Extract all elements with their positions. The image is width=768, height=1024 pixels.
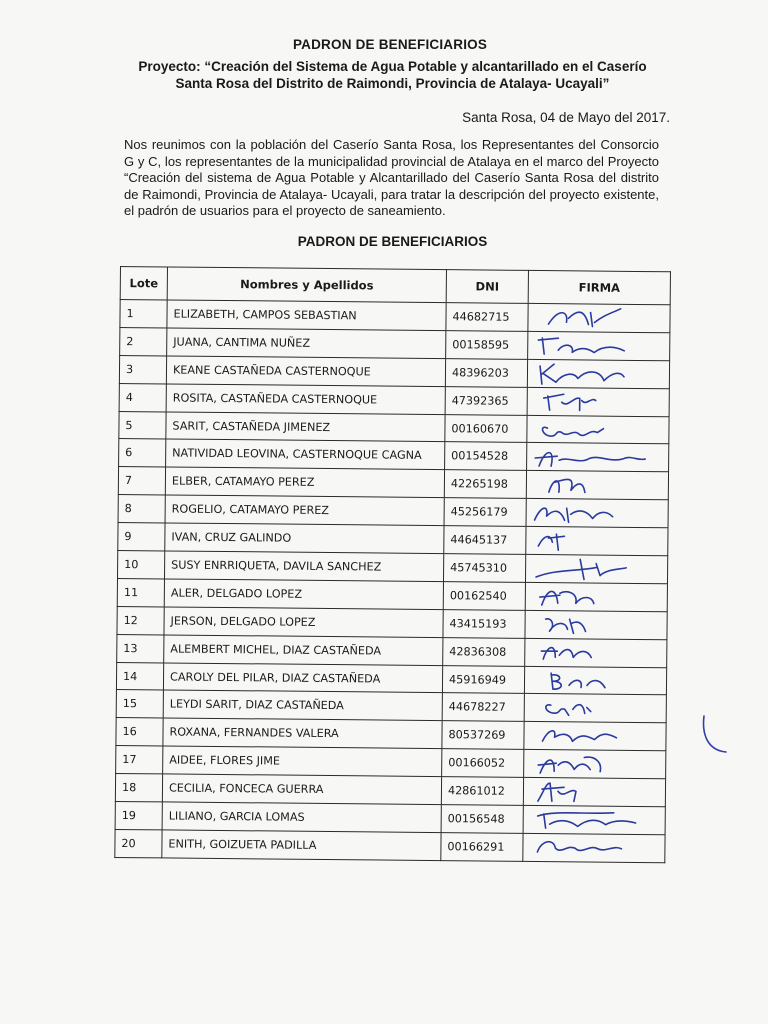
dni-cell: 43415193 bbox=[443, 609, 525, 638]
dni-cell: 44678227 bbox=[442, 693, 524, 722]
signature-cell bbox=[524, 694, 666, 723]
dni-cell: 42861012 bbox=[441, 777, 523, 806]
signature-cell bbox=[527, 387, 669, 416]
lote-cell: 15 bbox=[116, 690, 163, 718]
handwritten-signature bbox=[527, 472, 668, 499]
handwritten-signature bbox=[525, 611, 666, 638]
lote-cell: 17 bbox=[116, 746, 163, 774]
handwritten-signature bbox=[526, 583, 667, 610]
dni-cell: 42265198 bbox=[444, 470, 526, 499]
dni-cell: 00162540 bbox=[443, 582, 525, 611]
lote-cell: 3 bbox=[119, 355, 166, 383]
name-cell: ELIZABETH, CAMPOS SEBASTIAN bbox=[167, 300, 446, 331]
table-row bbox=[115, 829, 665, 862]
stray-pen-mark bbox=[700, 712, 730, 762]
handwritten-signature bbox=[526, 527, 667, 554]
name-cell: LEYDI SARIT, DIAZ CASTAÑEDA bbox=[163, 690, 442, 721]
signature-cell bbox=[524, 666, 666, 695]
lote-cell: 20 bbox=[115, 829, 162, 857]
signature-cell bbox=[527, 359, 669, 388]
signature-cell bbox=[527, 415, 669, 444]
signature-cell bbox=[523, 805, 665, 834]
dni-cell: 00158595 bbox=[446, 331, 528, 360]
name-cell: AIDEE, FLORES JIME bbox=[163, 746, 442, 777]
date-line: Santa Rosa, 04 de Mayo del 2017. bbox=[462, 110, 670, 125]
name-cell: CECILIA, FONCECA GUERRA bbox=[162, 774, 441, 805]
dni-cell: 00160670 bbox=[445, 414, 527, 443]
name-cell: JUANA, CANTIMA NUÑEZ bbox=[167, 328, 446, 359]
handwritten-signature bbox=[527, 444, 668, 471]
lote-cell: 13 bbox=[117, 634, 164, 662]
dni-cell: 80537269 bbox=[442, 721, 524, 750]
signature-cell bbox=[525, 554, 667, 583]
table-header-row bbox=[120, 267, 670, 305]
signature-cell bbox=[526, 499, 668, 528]
project-line-2: Santa Rosa del Distrito de Raimondi, Provincia de Atalaya- Ucayali” bbox=[175, 76, 610, 91]
lote-cell: 4 bbox=[119, 383, 166, 411]
signature-cell bbox=[523, 833, 665, 862]
lote-cell: 7 bbox=[118, 467, 165, 495]
handwritten-signature bbox=[528, 304, 669, 331]
signature-cell bbox=[525, 582, 667, 611]
handwritten-signature bbox=[524, 778, 665, 805]
name-cell: LILIANO, GARCIA LOMAS bbox=[162, 802, 441, 833]
name-cell: ROXANA, FERNANDES VALERA bbox=[163, 718, 442, 749]
header-lote: Lote bbox=[120, 267, 167, 300]
dni-cell: 00166052 bbox=[442, 749, 524, 778]
lote-cell: 6 bbox=[119, 439, 166, 467]
handwritten-signature bbox=[526, 555, 667, 582]
dni-cell: 44645137 bbox=[444, 526, 526, 555]
signature-cell bbox=[527, 443, 669, 472]
name-cell: ENITH, GOIZUETA PADILLA bbox=[162, 830, 441, 861]
handwritten-signature bbox=[525, 639, 666, 666]
dni-cell: 42836308 bbox=[443, 637, 525, 666]
lote-cell: 8 bbox=[118, 495, 165, 523]
handwritten-signature bbox=[524, 751, 665, 778]
handwritten-signature bbox=[525, 695, 666, 722]
dni-cell: 48396203 bbox=[445, 358, 527, 387]
name-cell: IVAN, CRUZ GALINDO bbox=[165, 523, 444, 554]
table-title: PADRON DE BENEFICIARIOS bbox=[297, 234, 488, 249]
handwritten-signature bbox=[527, 416, 668, 443]
name-cell: ROGELIO, CATAMAYO PEREZ bbox=[165, 495, 444, 526]
lote-cell: 18 bbox=[115, 774, 162, 802]
lote-cell: 10 bbox=[118, 551, 165, 579]
name-cell: ALER, DELGADO LOPEZ bbox=[164, 579, 443, 610]
handwritten-signature bbox=[528, 332, 669, 359]
header-dni: DNI bbox=[446, 270, 528, 304]
signature-cell bbox=[523, 778, 665, 807]
lote-cell: 1 bbox=[120, 300, 167, 328]
dni-cell: 44682715 bbox=[446, 303, 528, 332]
signature-cell bbox=[526, 471, 668, 500]
lote-cell: 11 bbox=[117, 578, 164, 606]
project-line-1: Proyecto: “Creación del Sistema de Agua Potable y alcantarillado en el Caserío bbox=[138, 59, 647, 74]
handwritten-signature bbox=[527, 500, 668, 527]
name-cell: JERSON, DELGADO LOPEZ bbox=[164, 607, 443, 638]
name-cell: KEANE CASTAÑEDA CASTERNOQUE bbox=[166, 356, 445, 387]
name-cell: SARIT, CASTAÑEDA JIMENEZ bbox=[166, 412, 445, 443]
dni-cell: 45745310 bbox=[443, 554, 525, 583]
lote-cell: 14 bbox=[116, 662, 163, 690]
handwritten-signature bbox=[524, 723, 665, 750]
name-cell: ALEMBERT MICHEL, DIAZ CASTAÑEDA bbox=[164, 635, 443, 666]
dni-cell: 45256179 bbox=[444, 498, 526, 527]
signature-cell bbox=[525, 610, 667, 639]
signature-cell bbox=[528, 303, 670, 332]
dni-cell: 00154528 bbox=[445, 442, 527, 471]
dni-cell: 00156548 bbox=[441, 805, 523, 834]
dni-cell: 00166291 bbox=[441, 833, 523, 862]
project-heading bbox=[120, 58, 665, 92]
header-nombres: Nombres y Apellidos bbox=[167, 267, 446, 303]
header-firma: FIRMA bbox=[528, 270, 670, 304]
lote-cell: 5 bbox=[119, 411, 166, 439]
name-cell: ELBER, CATAMAYO PEREZ bbox=[165, 467, 444, 498]
handwritten-signature bbox=[523, 834, 664, 861]
signature-cell bbox=[524, 750, 666, 779]
dni-cell: 47392365 bbox=[445, 386, 527, 415]
name-cell: CAROLY DEL PILAR, DIAZ CASTAÑEDA bbox=[163, 663, 442, 694]
signature-cell bbox=[525, 638, 667, 667]
lote-cell: 16 bbox=[116, 718, 163, 746]
handwritten-signature bbox=[528, 360, 669, 387]
signature-cell bbox=[528, 331, 670, 360]
dni-cell: 45916949 bbox=[442, 665, 524, 694]
name-cell: NATIVIDAD LEOVINA, CASTERNOQUE CAGNA bbox=[166, 439, 445, 470]
name-cell: ROSITA, CASTAÑEDA CASTERNOQUE bbox=[166, 384, 445, 415]
lote-cell: 19 bbox=[115, 802, 162, 830]
handwritten-signature bbox=[525, 667, 666, 694]
handwritten-signature bbox=[528, 388, 669, 415]
lote-cell: 12 bbox=[117, 606, 164, 634]
intro-paragraph: Nos reunimos con la población del Caserío Santa Rosa, los Representantes del Consorcio G y C, los representantes de la municipalidad provincial de Atalaya en el marco del Proyecto “Creación del sistema de Agua Potable y Alcantarillado del Caserío Santa Rosa del distrito de Raimondi, Provincia de Atalaya- Ucayali, para tratar la descripción del proyecto existente, el padrón de usuarios para el proyecto de saneamiento. bbox=[124, 137, 659, 218]
lote-cell: 9 bbox=[118, 523, 165, 551]
signature-cell bbox=[524, 722, 666, 751]
beneficiaries-table bbox=[114, 266, 671, 863]
signature-cell bbox=[526, 527, 668, 556]
document-title: PADRON DE BENEFICIARIOS bbox=[292, 37, 488, 52]
name-cell: SUSY ENRRIQUETA, DAVILA SANCHEZ bbox=[164, 551, 443, 582]
lote-cell: 2 bbox=[120, 327, 167, 355]
handwritten-signature bbox=[524, 806, 665, 833]
